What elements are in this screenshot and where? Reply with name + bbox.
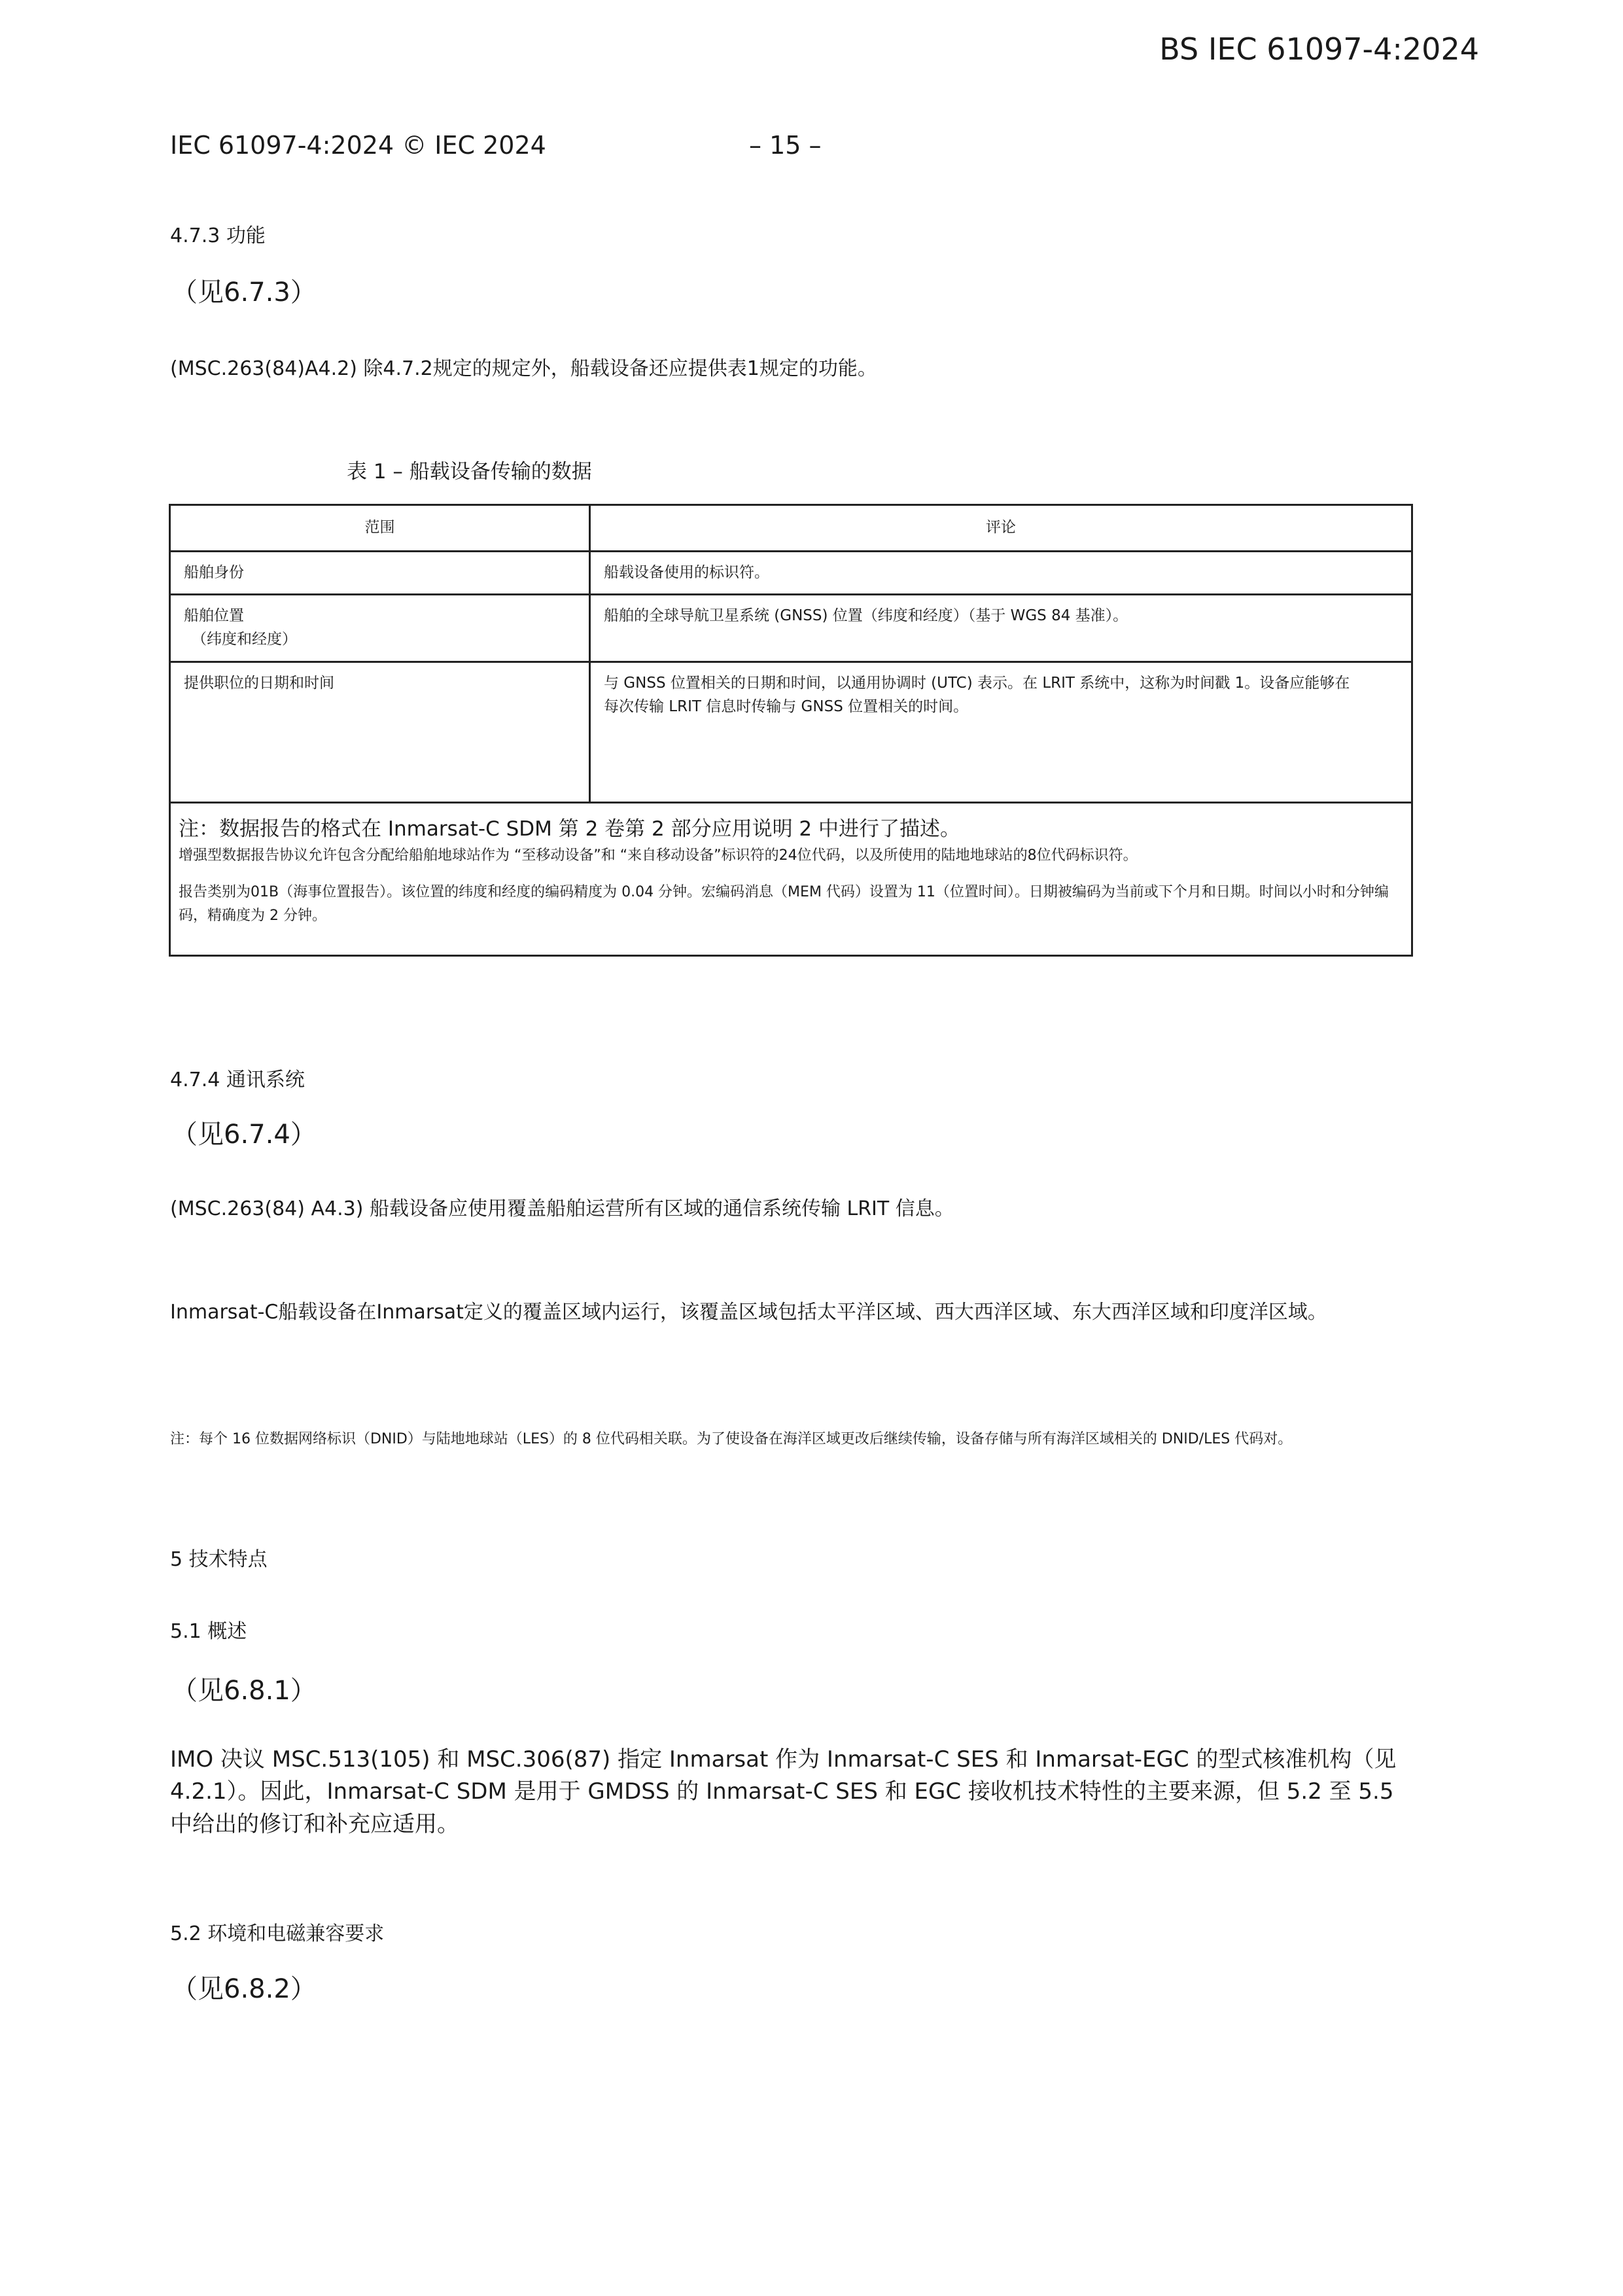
note-4-7-4: 注：每个 16 位数据网络标识（DNID）与陆地地球站（LES）的 8 位代码相关联。为了使设备在海洋区域更改后继续传输，设备存储与所有海洋区域相关的 DNID/LES 代码对。 bbox=[170, 1431, 1293, 1447]
standard-id: BS IEC 61097-4:2024 bbox=[1159, 31, 1479, 67]
table-caption: 表 1 – 船载设备传输的数据 bbox=[347, 460, 592, 484]
column-header-range: 范围 bbox=[170, 505, 590, 552]
section-heading-5-2: 5.2 环境和电磁兼容要求 bbox=[170, 1922, 385, 1945]
table-note-row bbox=[170, 803, 1412, 955]
section-heading-4-7-4: 4.7.4 通讯系统 bbox=[170, 1069, 305, 1091]
table-row bbox=[170, 662, 1412, 803]
cell-comment: 船载设备使用的标识符。 bbox=[590, 551, 1412, 595]
cell-range-main: 船舶位置 bbox=[184, 607, 244, 625]
cell-comment: 与 GNSS 位置相关的日期和时间，以通用协调时 (UTC) 表示。在 LRIT 系统中，这称为时间戳 1。设备应能够在每次传输 LRIT 信息时传输与 GNSS 位置相关的时间。 bbox=[590, 662, 1412, 803]
see-ref-6-7-4: （见6.7.4） bbox=[171, 1120, 317, 1150]
cell-range-sub: （纬度和经度） bbox=[192, 630, 297, 648]
cell-range: 船舶身份 bbox=[170, 551, 590, 595]
table-row bbox=[170, 595, 1412, 662]
section-heading-5-1: 5.1 概述 bbox=[170, 1620, 247, 1643]
see-ref-6-7-3: （见6.7.3） bbox=[171, 277, 317, 308]
table-row bbox=[170, 551, 1412, 595]
table-note bbox=[170, 803, 1412, 955]
section-heading-4-7-3: 4.7.3 功能 bbox=[170, 224, 266, 247]
paragraph-4-7-3: (MSC.263(84)A4.2) 除4.7.2规定的规定外，船载设备还应提供表1规定的功能。 bbox=[170, 357, 877, 380]
copyright-line: IEC 61097-4:2024 © IEC 2024 bbox=[170, 131, 546, 160]
page-number: – 15 – bbox=[749, 131, 822, 160]
paragraph-5-1: IMO 决议 MSC.513(105) 和 MSC.306(87) 指定 Inmarsat 作为 Inmarsat-C SES 和 Inmarsat-EGC 的型式核准机构（见 4.2.1）。因此，Inmarsat-C SDM 是用于 GMDSS 的 Inmarsat-C SES 和 EGC 接收机技术特性的主要来源，但 5.2 至 5.5 中给出的修订和补充应适用。 bbox=[170, 1746, 1397, 1837]
section-heading-5: 5 技术特点 bbox=[170, 1548, 268, 1571]
paragraph-4-7-4-2: Inmarsat-C船载设备在Inmarsat定义的覆盖区域内运行，该覆盖区域包括太平洋区域、西大西洋区域、东大西洋区域和印度洋区域。 bbox=[170, 1301, 1327, 1324]
table-note-line-1: 增强型数据报告协议允许包含分配给船舶地球站作为 “至移动设备”和 “来自移动设备”标识符的24位代码，以及所使用的陆地地球站的8位代码标识符。 bbox=[179, 847, 1138, 864]
cell-comment: 船舶的全球导航卫星系统 (GNSS) 位置（纬度和经度）（基于 WGS 84 基准）。 bbox=[590, 595, 1412, 662]
column-header-comment: 评论 bbox=[590, 505, 1412, 552]
cell-range bbox=[170, 595, 590, 662]
table-1 bbox=[169, 504, 1413, 957]
paragraph-4-7-4-1: (MSC.263(84) A4.3) 船载设备应使用覆盖船舶运营所有区域的通信系统传输 LRIT 信息。 bbox=[170, 1197, 954, 1220]
table-header-row bbox=[170, 505, 1412, 552]
table-note-main: 注：数据报告的格式在 Inmarsat-C SDM 第 2 卷第 2 部分应用说明 2 中进行了描述。 bbox=[179, 817, 961, 841]
cell-range: 提供职位的日期和时间 bbox=[170, 662, 590, 803]
see-ref-6-8-2: （见6.8.2） bbox=[171, 1974, 317, 2004]
table-note-line-2: 报告类别为01B（海事位置报告）。该位置的纬度和经度的编码精度为 0.04 分钟。宏编码消息（MEM 代码）设置为 11（位置时间）。日期被编码为当前或下个月和日期。时间以小时和分钟编码，精确度为 2 分钟。 bbox=[179, 883, 1389, 925]
see-ref-6-8-1: （见6.8.1） bbox=[171, 1676, 317, 1706]
